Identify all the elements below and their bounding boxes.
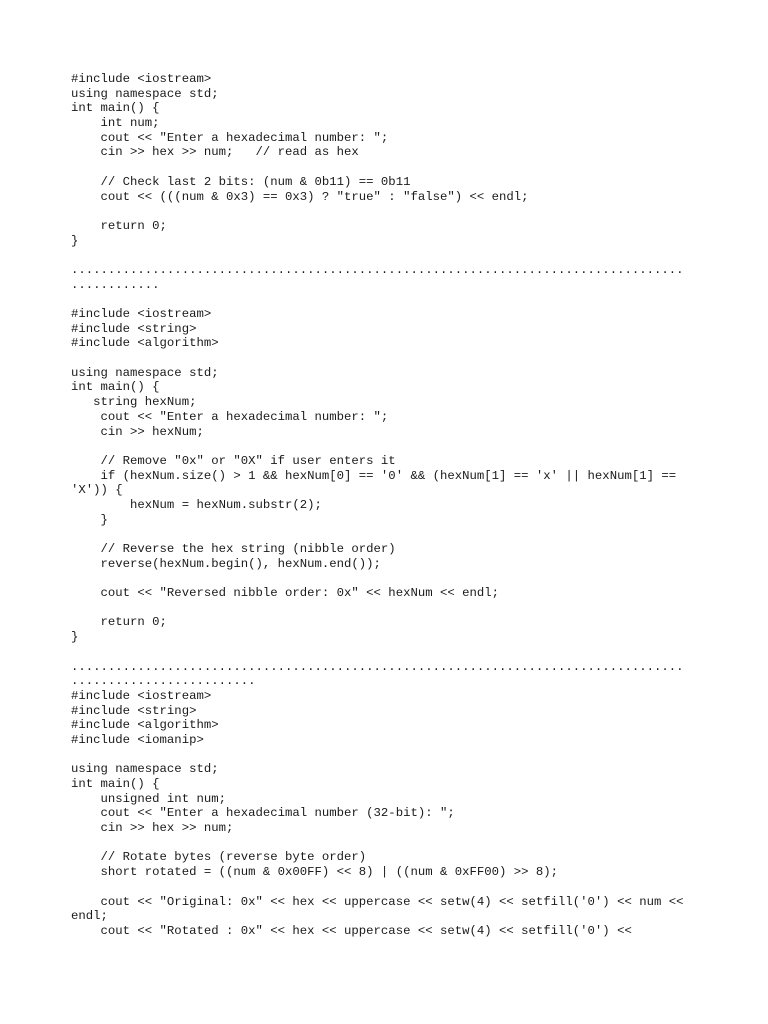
separator-line: ................................................................................... bbox=[71, 659, 684, 674]
code-line: // Rotate bytes (reverse byte order) bbox=[71, 850, 367, 865]
code-line: reverse(hexNum.begin(), hexNum.end()); bbox=[71, 556, 381, 571]
code-line: #include <algorithm> bbox=[71, 718, 219, 733]
code-block-1 bbox=[71, 72, 711, 263]
code-line: return 0; bbox=[71, 615, 167, 630]
code-line: cout << "Enter a hexadecimal number: "; bbox=[71, 409, 389, 424]
code-line: // Remove "0x" or "0X" if user enters it bbox=[71, 453, 396, 468]
code-line: return 0; bbox=[71, 218, 167, 233]
code-line: cout << "Original: 0x" << hex << uppercase << setw(4) << setfill('0') << num << bbox=[71, 894, 684, 909]
code-line: #include <iostream> bbox=[71, 307, 212, 321]
code-line: endl; bbox=[71, 909, 108, 924]
code-line bbox=[71, 645, 711, 660]
code-line bbox=[71, 160, 711, 175]
code-line: cout << (((num & 0x3) == 0x3) ? "true" : "false") << endl; bbox=[71, 189, 529, 204]
code-line: 'X')) { bbox=[71, 483, 123, 498]
code-line bbox=[71, 571, 711, 586]
code-line: string hexNum; bbox=[71, 395, 197, 410]
separator-line: ................................................................................... bbox=[71, 262, 684, 277]
code-line: } bbox=[71, 512, 108, 527]
code-line: int main() { bbox=[71, 101, 160, 116]
code-line bbox=[71, 292, 711, 307]
code-line: } bbox=[71, 630, 79, 645]
code-line bbox=[71, 601, 711, 616]
separator-1 bbox=[71, 263, 711, 292]
code-line: cout << "Reversed nibble order: 0x" << hexNum << endl; bbox=[71, 586, 500, 601]
code-line: #include <string> bbox=[71, 321, 197, 336]
code-line bbox=[71, 527, 711, 542]
code-line: #include <iostream> bbox=[71, 688, 212, 703]
code-line: cout << "Enter a hexadecimal number: "; bbox=[71, 130, 389, 145]
code-line: #include <iomanip> bbox=[71, 732, 204, 747]
code-block-2 bbox=[71, 292, 711, 659]
code-line: int num; bbox=[71, 116, 160, 131]
code-line bbox=[71, 880, 711, 895]
code-line: if (hexNum.size() > 1 && hexNum[0] == '0' && (hexNum[1] == 'x' || hexNum[1] == bbox=[71, 468, 677, 483]
code-block-3 bbox=[71, 689, 711, 939]
separator-2 bbox=[71, 660, 711, 689]
code-line: // Reverse the hex string (nibble order) bbox=[71, 542, 396, 556]
separator-line: ............ bbox=[71, 277, 160, 292]
separator-line: ......................... bbox=[71, 674, 256, 689]
code-line: using namespace std; bbox=[71, 762, 219, 777]
code-line: int main() { bbox=[71, 777, 160, 791]
code-line: cout << "Rotated : 0x" << hex << uppercase << setw(4) << setfill('0') << bbox=[71, 923, 632, 938]
code-line: cin >> hex >> num; // read as hex bbox=[71, 145, 359, 160]
code-line: cout << "Enter a hexadecimal number (32-bit): "; bbox=[71, 806, 455, 821]
code-line: } bbox=[71, 233, 79, 248]
code-line: int main() { bbox=[71, 380, 160, 395]
code-line: #include <algorithm> bbox=[71, 336, 219, 351]
code-line: using namespace std; bbox=[71, 86, 219, 101]
code-line: short rotated = ((num & 0x00FF) << 8) | ((num & 0xFF00) >> 8); bbox=[71, 865, 559, 880]
code-line: #include <iostream> bbox=[71, 72, 212, 86]
code-line bbox=[71, 248, 711, 263]
code-line bbox=[71, 836, 711, 851]
code-line bbox=[71, 351, 711, 366]
code-line: // Check last 2 bits: (num & 0b11) == 0b11 bbox=[71, 174, 411, 189]
code-document bbox=[71, 72, 711, 939]
code-line bbox=[71, 204, 711, 219]
code-line: #include <string> bbox=[71, 703, 197, 718]
code-line bbox=[71, 439, 711, 454]
code-line bbox=[71, 748, 711, 763]
code-line: using namespace std; bbox=[71, 365, 219, 380]
code-line: cin >> hexNum; bbox=[71, 424, 204, 439]
code-line: hexNum = hexNum.substr(2); bbox=[71, 497, 322, 512]
code-line: cin >> hex >> num; bbox=[71, 821, 234, 836]
code-line: unsigned int num; bbox=[71, 791, 226, 806]
